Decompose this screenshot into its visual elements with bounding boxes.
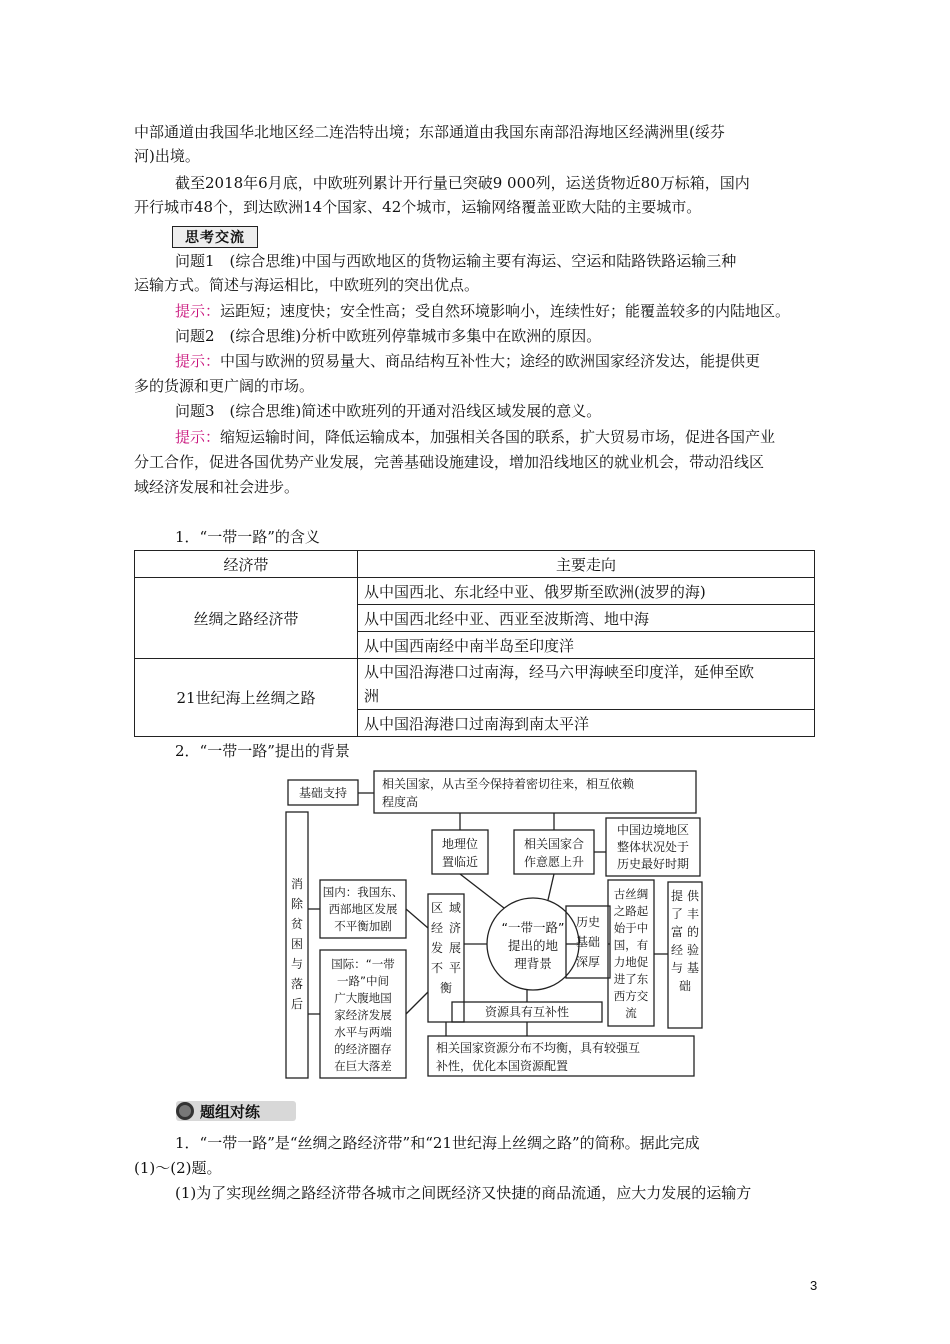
intro-line-2: 河)出境。 (134, 147, 200, 165)
answer-3-text: 缩短运输时间，降低运输成本，加强相关各国的联系，扩大贸易市场，促进各国产业 (220, 428, 776, 446)
intl-line: 的经济圈存 (334, 1042, 392, 1056)
intl-line: 在巨大落差 (334, 1059, 392, 1073)
poverty-char: 贫 (290, 917, 304, 931)
poverty-char: 与 (290, 957, 304, 971)
region-char: 展 (448, 941, 462, 955)
poverty-char: 除 (290, 897, 304, 911)
history-line: 深厚 (575, 955, 601, 969)
border-line: 历史最好时期 (616, 857, 690, 871)
domestic-line: 国内：我国东、 (322, 885, 404, 899)
region-char: 区 (430, 901, 444, 915)
hint-label: 提示： (175, 352, 221, 370)
bottom-line-2: 补性，优化本国资源配置 (436, 1059, 569, 1073)
question-3: 问题3 (综合思维)简述中欧班列的开通对沿线区域发展的意义。 (175, 402, 602, 420)
answer-3-line-1 (175, 426, 775, 448)
answer-2-line-1 (175, 350, 760, 372)
road-name: 21世纪海上丝绸之路 (135, 659, 358, 737)
answer-2-line-2: 多的货源和更广阔的市场。 (134, 377, 315, 395)
silk-line: 流 (625, 1006, 637, 1020)
geo-line: 置临近 (441, 855, 479, 869)
intl-line: 水平与两端 (334, 1025, 392, 1039)
provide-char: 提 (670, 889, 684, 903)
silk-line: 西方交 (613, 989, 649, 1003)
table-row (135, 578, 815, 605)
coop-line: 相关国家合 (523, 837, 585, 851)
poverty-vertical-text (291, 876, 304, 1011)
route-cell: 从中国西北、东北经中亚、俄罗斯至欧洲(波罗的海) (358, 578, 815, 605)
provide-char: 了 (670, 907, 684, 921)
table-header: 主要走向 (358, 551, 815, 578)
practice-line-2: (1)～(2)题。 (134, 1159, 222, 1177)
intl-line: 广大腹地国 (334, 991, 392, 1005)
poverty-char: 消 (290, 877, 304, 891)
provide-char: 的 (686, 925, 700, 939)
border-line: 整体状况处于 (616, 840, 690, 854)
silk-line: 力地促 (613, 955, 649, 969)
coop-line: 作意愿上升 (523, 855, 585, 869)
practice-badge (176, 1101, 296, 1121)
route-cell: 从中国西北经中亚、西亚至波斯湾、地中海 (358, 605, 815, 632)
think-tag: 思考交流 (172, 226, 258, 248)
provide-char: 础 (678, 979, 692, 993)
provide-char: 验 (686, 943, 700, 957)
provide-char: 经 (670, 943, 684, 957)
belt-road-table (134, 550, 815, 737)
silk-line: 进了东 (613, 972, 649, 986)
intro-line-1: 中部通道由我国华北地区经二连浩特出境；东部通道由我国东南部沿海地区经满洲里(绥芬 (134, 123, 725, 141)
provide-char: 丰 (686, 907, 700, 921)
hint-label: 提示： (175, 302, 221, 320)
answer-2-text: 中国与欧洲的贸易量大、商品结构互补性大；途经的欧洲国家经济发达，能提供更 (220, 352, 761, 370)
domestic-line: 不平衡加剧 (334, 919, 392, 933)
route-cell: 从中国西南经中南半岛至印度洋 (358, 632, 815, 659)
border-line: 中国边境地区 (616, 823, 690, 837)
belt-name: 丝绸之路经济带 (135, 578, 358, 659)
route-cell (358, 659, 815, 710)
table-header: 经济带 (135, 551, 358, 578)
question-2: 问题2 (综合思维)分析中欧班列停靠城市多集中在欧洲的原因。 (175, 327, 602, 345)
answer-3-line-3: 域经济发展和社会进步。 (134, 478, 300, 496)
question-1-line-1: 问题1 (综合思维)中国与西欧地区的货物运输主要有海运、空运和陆路铁路运输三种 (175, 252, 737, 270)
hint-label: 提示： (175, 428, 221, 446)
region-char: 不 (430, 961, 444, 975)
provide-char: 与 (670, 961, 684, 975)
resource-label: 资源具有互补性 (484, 1005, 570, 1019)
silk-line: 古丝绸 (613, 887, 649, 901)
table-header-row (135, 551, 815, 578)
provide-char: 供 (686, 889, 700, 903)
question-1-line-2: 运输方式。简述与海运相比，中欧班列的突出优点。 (134, 276, 480, 294)
intl-line: 国际：“一带 (331, 957, 395, 971)
practice-line-3: (1)为了实现丝绸之路经济带各城市之间既经济又快捷的商品流通，应大力发展的运输方 (175, 1184, 752, 1202)
section-2-title: 2．“一带一路”提出的背景 (175, 742, 350, 760)
background-diagram (284, 768, 704, 1082)
silk-line: 始于中 (613, 921, 649, 935)
center-line: 理背景 (514, 956, 552, 971)
center-line: “一带一路” (501, 920, 565, 935)
practice-title (176, 1100, 296, 1122)
poverty-char: 后 (290, 997, 304, 1011)
section-1-title: 1．“一带一路”的含义 (175, 528, 320, 546)
intl-line: 家经济发展 (334, 1008, 392, 1022)
answer-1 (175, 300, 790, 322)
history-line: 历史 (575, 915, 601, 929)
intl-line: 一路”中间 (337, 974, 389, 988)
route-text: 洲 (364, 687, 380, 705)
region-char: 域 (448, 901, 462, 915)
practice-line-1: 1．“一带一路”是“丝绸之路经济带”和“21世纪海上丝绸之路”的简称。据此完成 (175, 1134, 700, 1152)
history-line: 基础 (575, 935, 601, 949)
region-char: 衡 (439, 981, 453, 995)
region-char: 发 (430, 941, 444, 955)
silk-line: 之路起 (613, 904, 649, 918)
domestic-line: 西部地区发展 (328, 902, 398, 916)
poverty-char: 落 (290, 977, 304, 991)
answer-1-text: 运距短；速度快；安全性高；受自然环境影响小，连续性好；能覆盖较多的内陆地区。 (220, 302, 791, 320)
top-box-line-1: 相关国家，从古至今保持着密切往来，相互依赖 (382, 777, 635, 791)
top-box-line-2: 程度高 (382, 795, 419, 809)
region-char: 济 (448, 921, 462, 935)
route-cell: 从中国沿海港口过南海到南太平洋 (358, 710, 815, 737)
region-char: 经 (430, 921, 444, 935)
target-icon (176, 1102, 194, 1120)
intro-line-4: 开行城市48个，到达欧洲14个国家、42个城市，运输网络覆盖亚欧大陆的主要城市。 (134, 198, 702, 216)
table-row (135, 659, 815, 710)
silk-line: 国，有 (613, 938, 649, 952)
bottom-line-1: 相关国家资源分布不均衡，具有较强互 (436, 1041, 641, 1055)
practice-title-text: 题组对练 (200, 1102, 261, 1121)
answer-3-line-2: 分工合作，促进各国优势产业发展，完善基础设施建设，增加沿线地区的就业机会，带动沿线区 (134, 453, 765, 471)
center-line: 提出的地 (507, 938, 559, 953)
provide-char: 富 (670, 925, 684, 939)
provide-char: 基 (686, 961, 700, 975)
page-number: 3 (810, 1278, 818, 1293)
intro-line-3: 截至2018年6月底，中欧班列累计开行量已突破9 000列，运送货物近80万标箱，国内 (175, 174, 750, 192)
region-char: 平 (448, 961, 462, 975)
route-text: 从中国沿海港口过南海，经马六甲海峡至印度洋，延伸至欧 (364, 663, 755, 681)
geo-line: 地理位 (441, 837, 479, 851)
jichu-label: 基础支持 (298, 786, 348, 800)
poverty-char: 困 (290, 937, 304, 951)
